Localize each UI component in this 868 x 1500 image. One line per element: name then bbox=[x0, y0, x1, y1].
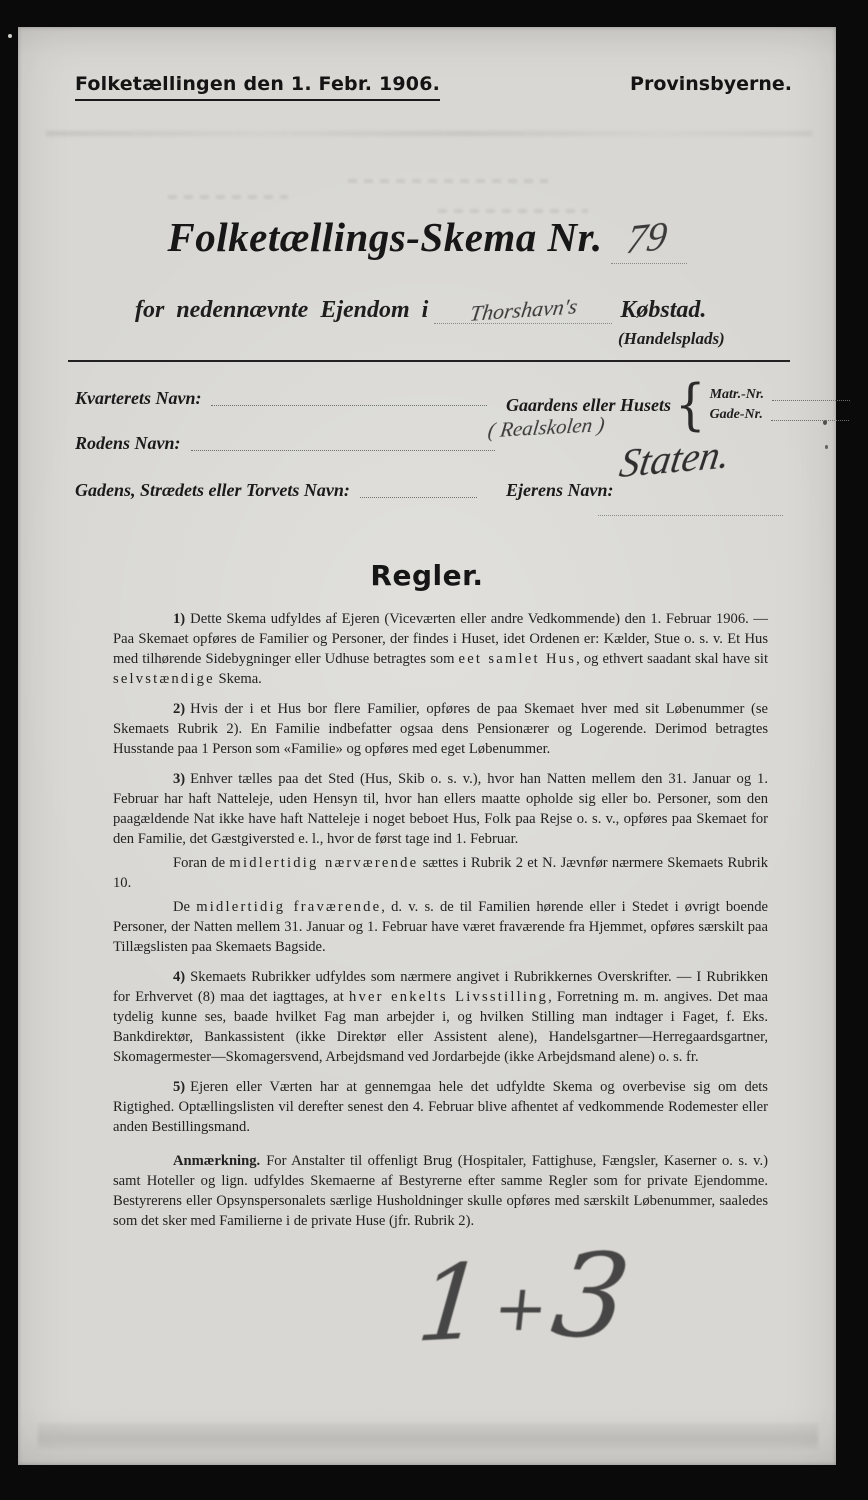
gade-nr-label: Gade-Nr. bbox=[709, 407, 763, 422]
subtitle-row bbox=[135, 293, 707, 326]
rule-paragraph-1 bbox=[113, 609, 768, 689]
ejerens-value-handwritten: Staten. bbox=[616, 430, 734, 487]
rule-text: , d. v. s. de til Familien hørende eller i Stedet i øvrigt boende Personer, der Natten mellem 31. Januar og 1. Februar have været fraværende fra Hjemmet, opføres særskilt paa Tillægslisten paa Skemaets Bagside. bbox=[113, 899, 768, 955]
handelsplads-label: (Handelsplads) bbox=[618, 329, 725, 348]
rule-text: , og ethvert saadant skal have sit bbox=[576, 651, 768, 667]
rule-paragraph-4 bbox=[113, 967, 768, 1067]
rule-number: 3) bbox=[173, 771, 186, 787]
rule-number: 2) bbox=[173, 701, 186, 717]
field-gadens bbox=[75, 480, 477, 501]
field-kvarterets bbox=[75, 388, 487, 409]
matr-nr-label: Matr.-Nr. bbox=[709, 387, 765, 402]
rodens-blank-line bbox=[191, 440, 495, 451]
ink-bleed-ghost bbox=[168, 195, 288, 199]
rule-text-emphasis: eet samlet Hus bbox=[458, 651, 577, 667]
field-rodens bbox=[75, 433, 495, 454]
rule-paragraph-3-sub-2 bbox=[113, 897, 768, 957]
field-gade-nr bbox=[710, 407, 850, 423]
field-ejerens bbox=[506, 480, 614, 501]
kvarterets-label: Kvarterets Navn: bbox=[75, 388, 202, 408]
rule-paragraph-3 bbox=[113, 769, 768, 849]
gade-nr-blank-line bbox=[771, 412, 849, 421]
rule-text-emphasis: midlertidig nærværende bbox=[229, 855, 419, 871]
rule-text: Foran de bbox=[173, 855, 230, 871]
ink-bleed-ghost bbox=[348, 179, 548, 183]
subtitle-prefix: for nedennævnte Ejendom i bbox=[135, 297, 429, 323]
rule-text: Dette Skema udfyldes af Ejeren (Viceværten eller andre Vedkommende) den 1. Februar 1906. — Paa Skemaet opføres de Familier og Personer, der findes i Huset, idet Ordenen er: Kælder, Stue o. s. v. Et Hus med tilhørende Sidebygninger eller Udhuse betragtes som bbox=[113, 611, 768, 667]
scan-smudge bbox=[46, 131, 812, 136]
divider-rule bbox=[68, 360, 790, 362]
rule-text: Skema. bbox=[214, 671, 262, 687]
remark-paragraph bbox=[113, 1151, 768, 1231]
remark-label: Anmærkning. bbox=[173, 1153, 261, 1169]
ejerens-label: Ejerens Navn: bbox=[506, 480, 614, 500]
tally-handwritten bbox=[412, 1227, 637, 1366]
place-field bbox=[434, 293, 612, 326]
rule-text: Enhver tælles paa det Sted (Hus, Skib o. s. v.), hvor han Natten mellem den 31. Januar og 1. Februar har haft Natteleje, uden Hensyn til, hvor han ellers maatte opholde sig eller bo. Personer, som den paagældende Nat ikke have haft Natteleje i noget beboet Hus, Folk paa Rejse o. s. v., opføres paa Skemaet for den Familie, det Gæstgiversted e. l., hvor de først tage ind 1. Februar. bbox=[113, 771, 768, 847]
gaardens-label: Gaardens eller Husets bbox=[506, 394, 672, 415]
kvarterets-blank-line bbox=[211, 395, 487, 406]
matr-nr-blank-line bbox=[772, 392, 850, 401]
remark-text: For Anstalter til offenligt Brug (Hospitaler, Fattighuse, Fængsler, Kaserner o. s. v.) samt Hoteller og lign. udfyldes Skemaerne af Bestyrerne efter samme Regler som for private Ejendomme. Bestyrerens eller Opsynspersonalets særlige Husholdninger skulle opføres med særskilt Løbenummer, saaledes som det sker med Familierne i de private Huse (jfr. Rubrik 2). bbox=[113, 1153, 768, 1229]
scan-smudge bbox=[38, 1423, 818, 1449]
rule-text: sættes i Rubrik 2 et N. Jævnfør nærmere Skemaets Rubrik 10. bbox=[113, 855, 768, 891]
kobstad-label: Købstad. bbox=[620, 297, 707, 323]
field-matr-nr bbox=[710, 387, 850, 403]
rules-text-block bbox=[113, 609, 768, 1241]
rule-text-emphasis: hver enkelts Livsstilling bbox=[348, 989, 549, 1005]
rule-number: 1) bbox=[173, 611, 186, 627]
rule-number: 4) bbox=[173, 969, 186, 985]
gadens-blank-line bbox=[360, 487, 477, 498]
gaardens-value-handwritten: ( Realskolen ) bbox=[486, 411, 607, 443]
form-number-field bbox=[611, 214, 687, 264]
rule-text: Hvis der i et Hus bor flere Familier, opføres de paa Skemaet hver med sit Løbenummer (se Skemaets Rubrik 2). En Familie indbefatter ogsaa dens Pensionærer og Logerende. Derimod betragtes Husstande paa 1 Person som «Familie» og opføres med eget Løbenummer. bbox=[113, 701, 768, 757]
form-title: Folketællings-Skema Nr. bbox=[167, 214, 603, 260]
form-number-handwritten: 79 bbox=[623, 212, 670, 263]
ejerens-blank-line bbox=[598, 515, 783, 516]
ink-speck bbox=[825, 445, 828, 449]
place-handwritten: Thorshavn's bbox=[468, 293, 579, 326]
nr-fields bbox=[710, 387, 850, 423]
rule-paragraph-5 bbox=[113, 1077, 768, 1137]
scan-speck bbox=[8, 34, 12, 38]
rule-paragraph-2 bbox=[113, 699, 768, 759]
rule-text-emphasis: midlertidig fraværende bbox=[196, 899, 382, 915]
rules-heading: Regler. bbox=[370, 559, 484, 592]
header-region-label: Provinsbyerne. bbox=[630, 73, 792, 95]
brace-icon: { bbox=[675, 372, 706, 438]
rule-text: Skemaets Rubrikker udfyldes som nærmere angivet i Rubrikkernes Overskrifter. — I Rubrikken for Erhvervet (8) maa det iagttages, at bbox=[113, 969, 768, 1005]
rodens-label: Rodens Navn: bbox=[75, 433, 181, 453]
gadens-label: Gadens, Strædets eller Torvets Navn: bbox=[75, 480, 350, 500]
rule-text: , Forretning m. m. angives. Det maa tydelig kunne ses, baade hvilket Fag man arbejder i, og hvilken Stilling man indtager i Faget, f. Eks. Bankdirektør, Bankassistent (ikke Direktør eller Assistent alene), Handelsgartner—Herregaardsgartner, Skomagermester—Skomagersvend, Arbejdsmand ved Jordarbejde (ikke Arbejdsmand alene) o. s. fr. bbox=[113, 989, 768, 1065]
plus-sign: + bbox=[490, 1272, 552, 1346]
rule-paragraph-3-sub-1 bbox=[113, 853, 768, 893]
form-title-row bbox=[18, 213, 836, 264]
header-census-date: Folketællingen den 1. Febr. 1906. bbox=[75, 73, 440, 101]
rule-number: 5) bbox=[173, 1079, 186, 1095]
census-form-page bbox=[18, 27, 836, 1465]
rule-text: De bbox=[173, 899, 197, 915]
rule-text: Ejeren eller Værten har at gennemgaa hele det udfyldte Skema og overbevise sig om dets Rigtighed. Optællingslisten vil derefter senest den 4. Februar blive afhentet af vedkommende Rodemester eller anden Bestillingsmand. bbox=[113, 1079, 768, 1135]
tally-left-digit: 1 bbox=[412, 1240, 490, 1366]
rule-text-emphasis: selvstændige bbox=[113, 671, 215, 687]
tally-right-digit: 3 bbox=[544, 1227, 637, 1366]
